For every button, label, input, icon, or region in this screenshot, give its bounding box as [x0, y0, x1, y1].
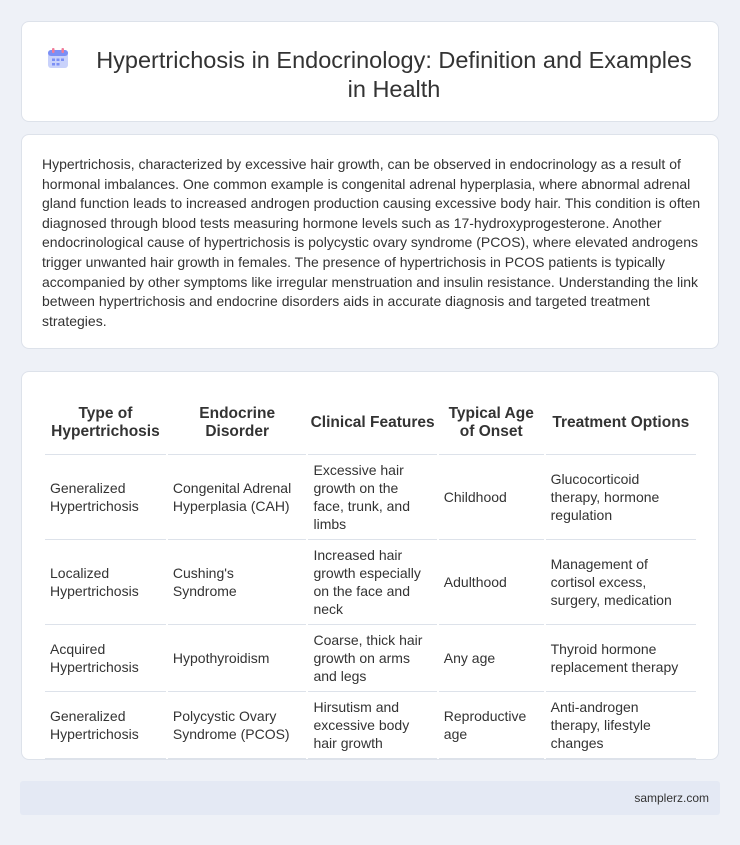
table-card [21, 371, 719, 760]
footer-site-link[interactable]: samplerz.com [634, 791, 709, 805]
cell-features: Hirsutism and excessive body hair growth [308, 692, 436, 759]
table-row [45, 455, 696, 540]
table-row [45, 692, 696, 759]
cell-type: Generalized Hypertrichosis [45, 692, 166, 759]
calendar-icon [46, 46, 70, 70]
cell-features: Coarse, thick hair growth on arms and legs [308, 625, 436, 692]
cell-treatment: Management of cortisol excess, surgery, medication [546, 540, 696, 625]
cell-type: Localized Hypertrichosis [45, 540, 166, 625]
hypertrichosis-table [43, 392, 698, 759]
cell-disorder: Congenital Adrenal Hyperplasia (CAH) [168, 455, 307, 540]
cell-treatment: Anti-androgen therapy, lifestyle changes [546, 692, 696, 759]
header-features: Clinical Features [308, 392, 436, 455]
intro-paragraph: Hypertrichosis, characterized by excessive hair growth, can be observed in endocrinology as a result of hormonal imbalances. One common example is congenital adrenal hyperplasia, where abnormal adrenal gland function leads to increased androgen production causing excessive body hair. This condition is often diagnosed through blood tests measuring hormone levels such as 17-hydroxyprogesterone. Another endocrinological cause of hypertrichosis is polycystic ovary syndrome (PCOS), where elevated androgens trigger unwanted hair growth in females. The presence of hypertrichosis in PCOS patients is typically accompanied by other symptoms like irregular menstruation and insulin resistance. Understanding the link between hypertrichosis and endocrine disorders aids in accurate diagnosis and targeted treatment strategies. [42, 156, 701, 329]
cell-onset: Childhood [439, 455, 544, 540]
footer [20, 781, 720, 815]
header-treatment: Treatment Options [546, 392, 696, 455]
intro-card [21, 134, 719, 349]
cell-disorder: Polycystic Ovary Syndrome (PCOS) [168, 692, 307, 759]
header-onset: Typical Age of Onset [439, 392, 544, 455]
cell-features: Increased hair growth especially on the face and neck [308, 540, 436, 625]
cell-treatment: Thyroid hormone replacement therapy [546, 625, 696, 692]
header-disorder: Endocrine Disorder [168, 392, 307, 455]
table-header-row [45, 392, 696, 455]
header-type: Type of Hypertrichosis [45, 392, 166, 455]
header-card [21, 21, 719, 122]
cell-onset: Reproductive age [439, 692, 544, 759]
cell-disorder: Hypothyroidism [168, 625, 307, 692]
cell-features: Excessive hair growth on the face, trunk, and limbs [308, 455, 436, 540]
cell-type: Generalized Hypertrichosis [45, 455, 166, 540]
table-row [45, 625, 696, 692]
page-title: Hypertrichosis in Endocrinology: Definition and Examples in Health [96, 47, 692, 102]
cell-onset: Any age [439, 625, 544, 692]
cell-onset: Adulthood [439, 540, 544, 625]
cell-type: Acquired Hypertrichosis [45, 625, 166, 692]
cell-disorder: Cushing's Syndrome [168, 540, 307, 625]
table-row [45, 540, 696, 625]
cell-treatment: Glucocorticoid therapy, hormone regulation [546, 455, 696, 540]
